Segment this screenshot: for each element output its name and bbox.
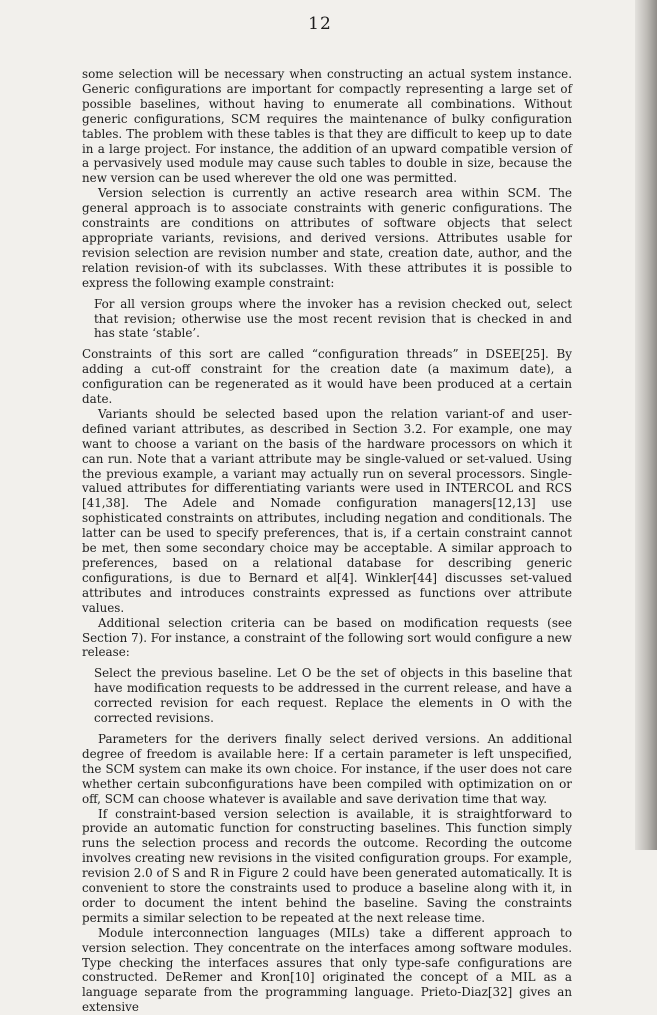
page-edge-shadow xyxy=(635,0,657,850)
paragraph-2: Version selection is currently an active research area within SCM. The general approach is to associate constraints with generic configurations. The constraints are conditions on attributes of software objects that select appropriate variants, revisions, and derived versions. Attributes usable for revision selection are revision number and state, creation date, author, and the relation revision-of with its subclasses. With these attributes it is possible to express the following example constraint: xyxy=(82,186,572,290)
paragraph-3: Constraints of this sort are called “configuration threads” in DSEE[25]. By adding a cut-off constraint for the creation date (a maximum date), a configuration can be regenerated as it would have been produced at a certain date. xyxy=(82,347,572,407)
paragraph-5: Additional selection criteria can be based on modification requests (see Section 7). For instance, a constraint of the following sort would configure a new release: xyxy=(82,615,572,660)
body-text xyxy=(82,67,572,1015)
paragraph-6: Parameters for the derivers finally select derived versions. An additional degree of freedom is available here: If a certain parameter is left unspecified, the SCM system can make its own choice. For instance, if the user does not care whether certain subconfigurations have been compiled with optimization on or off, SCM can choose whatever is available and save derivation time that way. xyxy=(82,731,572,806)
paragraph-1: some selection will be necessary when constructing an actual system instance. Generic configurations are important for compactly representing a large set of possible baselines, without having to enumerate all combinations. Without generic configurations, SCM requires the maintenance of bulky configuration tables. The problem with these tables is that they are difficult to keep up to date in a large project. For instance, the addition of an upward compatible version of a pervasively used module may cause such tables to double in size, because the new version can be used wherever the old one was permitted. xyxy=(82,67,572,186)
paragraph-4: Variants should be selected based upon the relation variant-of and user-defined variant attributes, as described in Section 3.2. For example, one may want to choose a variant on the basis of the hardware processors on which it can run. Note that a variant attribute may be single-valued or set-valued. Using the previous example, a variant may actually run on several processors. Single-valued attributes for differentiating variants were used in INTERCOL and RCS [41,38]. The Adele and Nomade configuration managers[12,13] use sophisticated constraints on attributes, including negation and conditionals. The latter can be used to specify preferences, that is, if a certain constraint cannot be met, then some secondary choice may be acceptable. A similar approach to preferences, based on a relational database for describing generic configurations, is due to Bernard et al[4]. Winkler[44] discusses set-valued attributes and introduces constraints expressed as functions over attribute values. xyxy=(82,406,572,615)
paragraph-7: If constraint-based version selection is available, it is straightforward to provide an automatic function for constructing baselines. This function simply runs the selection process and records the outcome. Recording the outcome involves creating new revisions in the visited configuration groups. For example, revision 2.0 of S and R in Figure 2 could have been generated automatically. It is convenient to store the constraints used to produce a baseline along with it, in order to document the intent behind the baseline. Saving the constraints permits a similar selection to be repeated at the next release time. xyxy=(82,806,572,925)
page-number: 12 xyxy=(308,14,332,34)
block-quote-2: Select the previous baseline. Let O be the set of objects in this baseline that have modification requests to be addressed in the current release, and have a corrected revision for each request. Replace the elements in O with the corrected revisions. xyxy=(94,666,572,726)
block-quote-1: For all version groups where the invoker has a revision checked out, select that revision; otherwise use the most recent revision that is checked in and has state ‘stable’. xyxy=(94,296,572,341)
paragraph-8: Module interconnection languages (MILs) take a different approach to version selection. They concentrate on the interfaces among software modules. Type checking the interfaces assures that only type-safe configurations are constructed. DeRemer and Kron[10] originated the concept of a MIL as a language separate from the programming language. Prieto-Diaz[32] gives an extensive xyxy=(82,925,572,1015)
